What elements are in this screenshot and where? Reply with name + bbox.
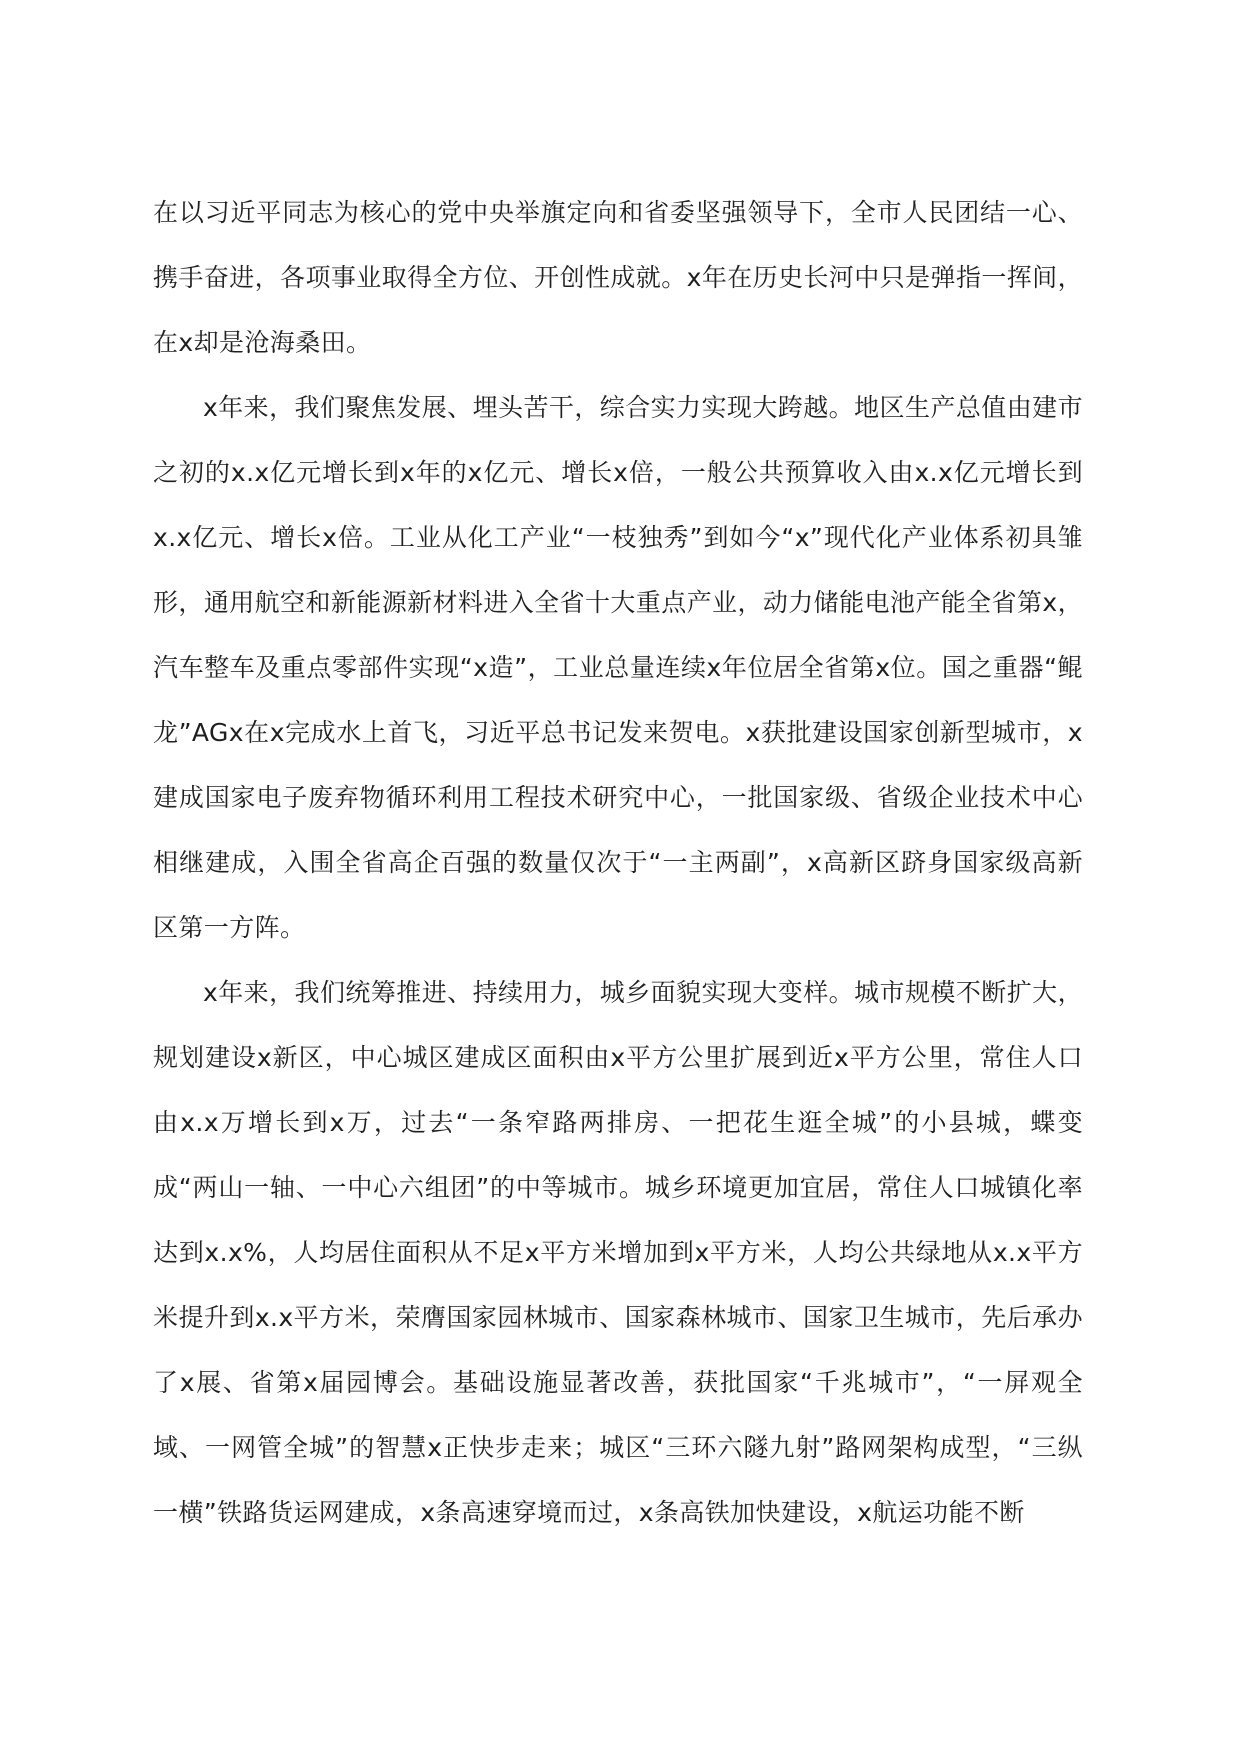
paragraph-2: x年来，我们聚焦发展、埋头苦干，综合实力实现大跨越。地区生产总值由建市之初的x.x亿元增长到x年的x亿元、增长x倍，一般公共预算收入由x.x亿元增长到x.x亿元、增长x倍。工业从化工产业“一枝独秀”到如今“x”现代化产业体系初具雏形，通用航空和新能源新材料进入全省十大重点产业，动力储能电池产能全省第x，汽车整车及重点零部件实现“x造”，工业总量连续x年位居全省第x位。国之重器“鲲龙”AGx在x完成水上首飞，习近平总书记发来贺电。x获批建设国家创新型城市，x建成国家电子废弃物循环利用工程技术研究中心，一批国家级、省级企业技术中心相继建成，入围全省高企百强的数量仅次于“一主两副”，x高新区跻身国家级高新区第一方阵。: [153, 393, 1083, 942]
paragraph-3: x年来，我们统筹推进、持续用力，城乡面貌实现大变样。城市规模不断扩大，规划建设x新区，中心城区建成区面积由x平方公里扩展到近x平方公里，常住人口由x.x万增长到x万，过去“一条窄路两排房、一把花生逛全城”的小县城，蝶变成“两山一轴、一中心六组团”的中等城市。城乡环境更加宜居，常住人口城镇化率达到x.x%，人均居住面积从不足x平方米增加到x平方米，人均公共绿地从x.x平方米提升到x.x平方米，荣膺国家园林城市、国家森林城市、国家卫生城市，先后承办了x展、省第x届园博会。基础设施显著改善，获批国家“千兆城市”，“一屏观全域、一网管全城”的智慧x正快步走来；城区“三环六隧九射”路网架构成型，“三纵一横”铁路货运网建成，x条高速穿境而过，x条高铁加快建设，x航运功能不断: [153, 978, 1083, 1527]
paragraph-1: 在以习近平同志为核心的党中央举旗定向和省委坚强领导下，全市人民团结一心、携手奋进，各项事业取得全方位、开创性成就。x年在历史长河中只是弹指一挥间，在x却是沧海桑田。: [153, 198, 1083, 357]
document-body: [153, 180, 1083, 1545]
